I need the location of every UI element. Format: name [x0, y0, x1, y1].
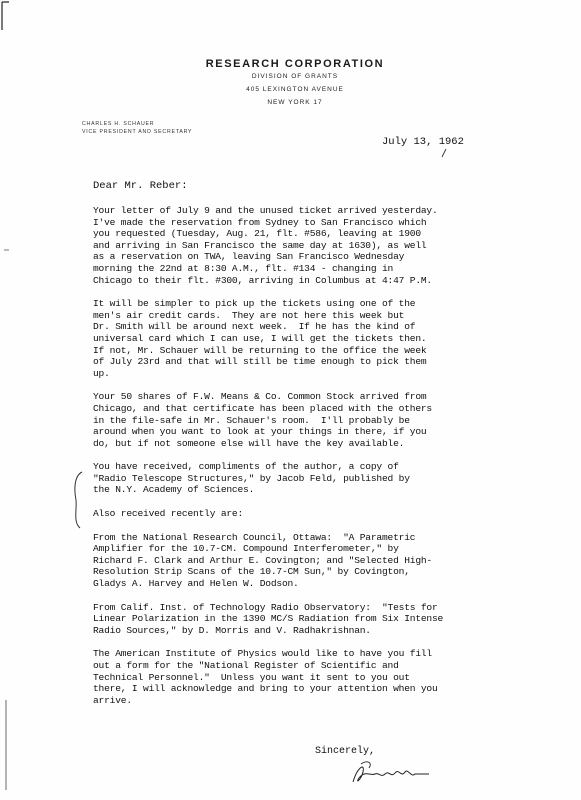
paragraph-credit-cards: It will be simpler to pick up the tickets using one of the men's air credit cards. They are not here this week but Dr. Smith will be around next week. If he has the kind of universal card which I can use, I will get the tickets then. If not, Mr. Schauer will be returning to the office the week of July 23rd and that will still be time enough to pick them up.: [93, 298, 427, 379]
officer-block: [82, 120, 192, 136]
division-name: DIVISION OF GRANTS: [251, 73, 339, 80]
left-margin-ticks-icon: [0, 0, 12, 800]
handwritten-signature-icon: [345, 758, 435, 788]
officer-title: VICE PRESIDENT AND SECRETARY: [82, 129, 193, 135]
paragraph-nrc: From the National Research Council, Ottawa: "A Parametric Amplifier for the 10.7-CM. Compound Interferometer," by Richard F. Clark and Arthur E. Covington; and "Selected High- Resolution Strip Scans of the 10.7-CM Sun," by Covington, Gladys A. Harvey and Helen W. Dodson.: [93, 531, 432, 590]
paragraph-also-received: Also received recently are:: [93, 508, 244, 520]
city-address: NEW YORK 17: [267, 99, 323, 106]
paragraph-reservation: Your letter of July 9 and the unused ticket arrived yesterday. I've made the reservation from Sydney to San Francisco which you requested (Tuesday, Aug. 21, flt. #586, leaving at 1900 and arriving in San Francisco the same day at 1630), as well as a reservation on TWA, leaving San Francisco Wednesday morning the 22nd at 8:30 A.M., flt. #134 - changing in Chicago to their flt. #300, arriving in Columbus at 4:47 P.M.: [93, 205, 438, 286]
officer-name: CHARLES H. SCHAUER: [82, 121, 155, 127]
letter-date: July 13, 1962: [382, 136, 464, 148]
paragraph-book: You have received, compliments of the author, a copy of "Radio Telescope Structures," by Jacob Feld, published by the N.Y. Academy of Sciences.: [93, 461, 410, 496]
organization-name: RESEARCH CORPORATION: [205, 58, 385, 70]
margin-bracket-icon: [70, 470, 84, 530]
closing: Sincerely,: [315, 746, 376, 757]
paragraph-stock: Your 50 shares of F.W. Means & Co. Common Stock arrived from Chicago, and that certificate has been placed with the others in the file-safe in Mr. Schauer's room. I'll probably be around when you want to look at your things in there, if you do, but if not someone else will have the key available.: [93, 391, 432, 449]
letterhead: [150, 58, 440, 106]
salutation: Dear Mr. Reber:: [93, 180, 188, 192]
letter-body: [93, 205, 533, 718]
street-address: 405 LEXINGTON AVENUE: [246, 86, 344, 93]
tick-mark-icon: [440, 148, 448, 158]
paragraph-aip: The American Institute of Physics would like to have you fill out a form for the "National Register of Scientific and Technical Personnel." Unless you want it sent to you out there, I will acknowledge and bring to your attention when you arrive.: [93, 648, 438, 706]
paragraph-caltech: From Calif. Inst. of Technology Radio Observatory: "Tests for Linear Polarization in the 1390 MC/S Radiation from Six Intense Radio Sources," by D. Morris and V. Radhakrishnan.: [93, 601, 444, 636]
